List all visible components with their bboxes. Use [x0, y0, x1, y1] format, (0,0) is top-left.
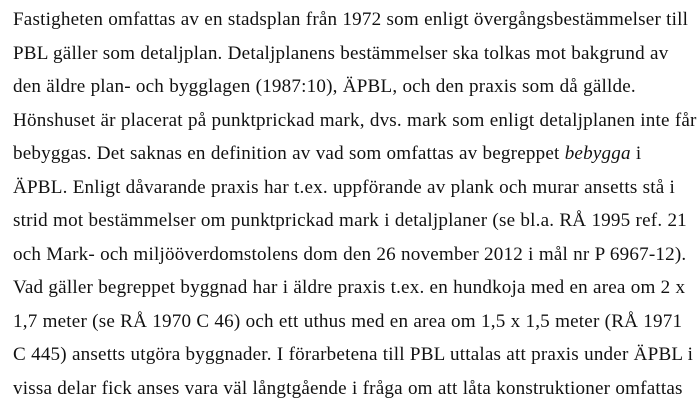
- text-line-5-tail: i: [630, 143, 642, 164]
- text-line-5: [13, 137, 691, 171]
- text-line-11: C 445) ansetts utgöra byggnader. I förarbetena till PBL uttalas att praxis under ÄPBL i: [13, 344, 694, 365]
- text-line-4: Hönshuset är placerat på punktprickad mark, dvs. mark som enligt detaljplanen inte får: [13, 109, 697, 131]
- text-line-8: och Mark- och miljööverdomstolens dom den 26 november 2012 i mål nr P 6967-12).: [13, 243, 687, 265]
- text-line-12: vissa delar fick anses vara väl långtgående i fråga om att låta konstruktioner omfattas: [13, 377, 683, 399]
- text-line-7: strid mot bestämmelser om punktprickad mark i detaljplaner (se bl.a. RÅ 1995 ref. 21: [13, 210, 687, 231]
- text-line-6: ÄPBL. Enligt dåvarande praxis har t.ex. uppförande av plank och murar ansetts stå i: [13, 176, 676, 198]
- text-line-10: 1,7 meter (se RÅ 1970 C 46) och ett uthus med en area om 1,5 x 1,5 meter (RÅ 1971: [13, 310, 683, 332]
- text-line-3: den äldre plan- och bygglagen (1987:10), ÄPBL, och den praxis som då gällde.: [13, 76, 636, 97]
- text-line-9: Vad gäller begreppet byggnad har i äldre praxis t.ex. en hundkoja med en area om 2 x: [13, 277, 686, 298]
- text-line-5-lead: bebyggas. Det saknas en definition av vad som omfattas av begreppet: [13, 143, 565, 164]
- text-line-2: PBL gäller som detaljplan. Detaljplanens bestämmelser ska tolkas mot bakgrund av: [13, 42, 669, 64]
- emphasised-term-bebygga: bebygga: [564, 143, 631, 164]
- body-paragraph: [13, 3, 697, 405]
- text-line-1: Fastigheten omfattas av en stadsplan från 1972 som enligt övergångsbestämmelser till: [13, 9, 689, 30]
